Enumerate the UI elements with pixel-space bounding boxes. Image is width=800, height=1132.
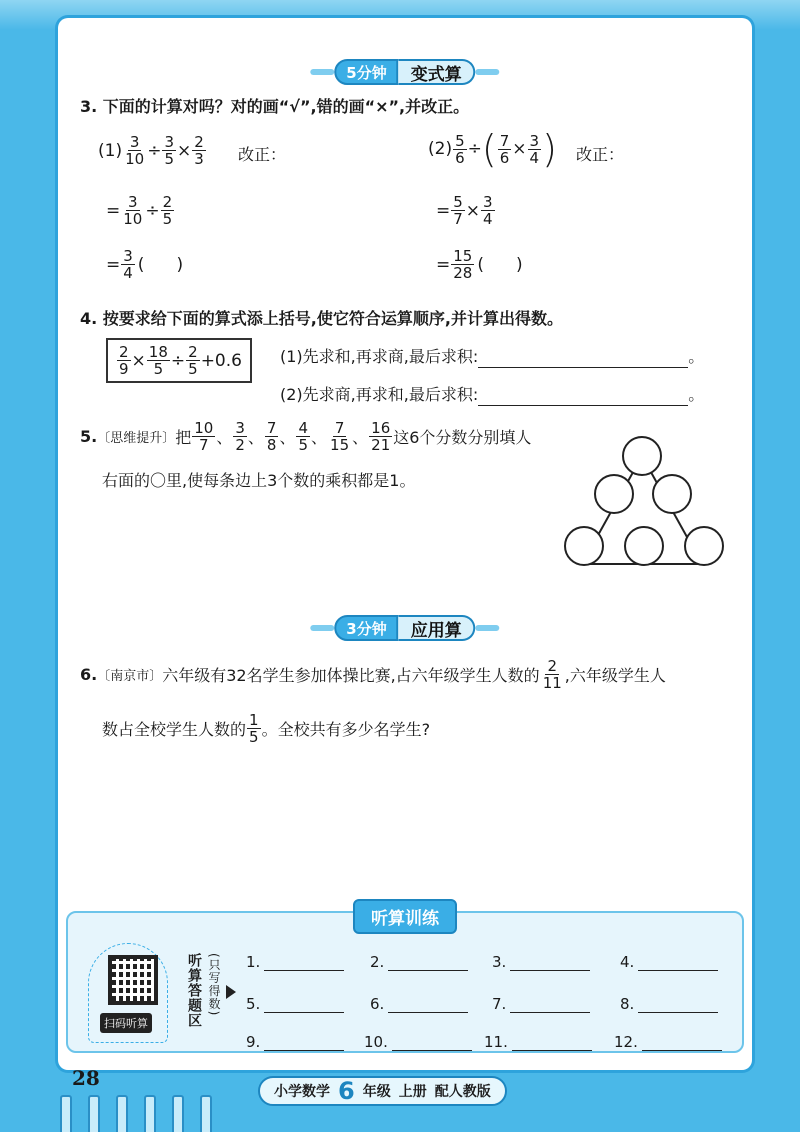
answer-item[interactable]: 1.	[246, 953, 344, 971]
fraction: $\frac{2}{3}$	[194, 133, 204, 168]
answer-item[interactable]: 4.	[620, 953, 718, 971]
binder-ring	[60, 1095, 72, 1132]
q4-requirement-1: (1)先求和,再求商,最后求积: 。	[280, 347, 705, 366]
answer-item[interactable]: 7.	[492, 995, 590, 1013]
fraction: $\frac{3}{5}$	[164, 133, 174, 168]
answer-item[interactable]: 10.	[364, 1033, 472, 1051]
q3-part2-step1: = $\frac{5}{7}$ × $\frac{3}{4}$	[436, 193, 493, 228]
fraction: $\frac{3}{4}$	[123, 247, 133, 282]
listening-title: 听算训练	[353, 899, 457, 934]
answer-item[interactable]: 12.	[614, 1033, 722, 1051]
answer-item[interactable]: 2.	[370, 953, 468, 971]
q3-p1-fix-label: 改正：	[238, 145, 287, 164]
q3-part1-expr: (1) $\frac{3}{10}$ ÷ $\frac{3}{5}$ × $\frac{2}{3}$	[98, 133, 204, 168]
q6-line2: 数占全校学生人数的 $\frac{1}{5}$ 。全校共有多少名学生?	[102, 711, 431, 746]
fraction: $\frac{3}{10}$	[125, 133, 145, 168]
badge-rail	[310, 69, 334, 75]
worksheet-page	[58, 18, 752, 1070]
badge-rail	[310, 625, 334, 631]
q5-line2: 右面的〇里,使每条边上3个数的乘积都是1。	[102, 471, 416, 490]
badge-time: 3分钟	[334, 615, 398, 641]
answer-item[interactable]: 11.	[484, 1033, 592, 1051]
fraction: $\frac{15}{28}$	[453, 247, 473, 282]
section-badge-variant	[310, 58, 499, 86]
binder-ring	[88, 1095, 100, 1132]
footer-grade: 6	[338, 1077, 355, 1105]
q6-line1: 6. 〔南京市〕 六年级有32名学生参加体操比赛,占六年级学生人数的 $\frac{2}{11}$ ,六年级学生人	[80, 657, 666, 692]
binder-ring	[200, 1095, 212, 1132]
binder-ring	[144, 1095, 156, 1132]
fraction: $\frac{2}{11}$	[542, 657, 562, 692]
answer-blank[interactable]	[478, 367, 688, 368]
answer-item[interactable]: 6.	[370, 995, 468, 1013]
footer-volume: 上册	[398, 1084, 427, 1100]
badge-time: 5分钟	[334, 59, 398, 85]
fraction: $\frac{18}{5}$	[148, 343, 168, 378]
fraction: $\frac{5}{6}$	[455, 131, 465, 167]
binder-ring	[116, 1095, 128, 1132]
answer-item[interactable]: 8.	[620, 995, 718, 1013]
fraction: $\frac{3}{4}$	[483, 193, 493, 228]
blank-circle-top[interactable]	[622, 436, 662, 476]
scan-label: 扫码听算	[100, 1013, 152, 1033]
section-badge-application	[310, 614, 499, 642]
fraction: $\frac{7}{6}$	[499, 131, 510, 167]
blank-circle-left-mid[interactable]	[594, 474, 634, 514]
q3-part1-step2: = $\frac{3}{4}$ ( )	[106, 247, 184, 282]
answer-area-label: 听算答题区	[186, 953, 202, 1028]
fraction: $\frac{16}{21}$	[371, 419, 391, 454]
q3-p2-fix-label: 改正：	[576, 145, 625, 164]
badge-title: 应用算	[399, 615, 476, 641]
answer-item[interactable]: 5.	[246, 995, 344, 1013]
fraction: $\frac{7}{15}$	[330, 419, 350, 454]
q3-part1-step1: = $\frac{3}{10}$ ÷ $\frac{2}{5}$	[106, 193, 173, 228]
answer-item[interactable]: 3.	[492, 953, 590, 971]
binder-ring	[172, 1095, 184, 1132]
fraction: $\frac{1}{5}$	[249, 711, 259, 746]
footer-edition: 配人教版	[434, 1084, 491, 1100]
listening-training-box	[66, 911, 744, 1053]
book-footer	[258, 1076, 507, 1106]
fraction: $\frac{3}{10}$	[123, 193, 143, 228]
fraction: $\frac{2}{9}$	[119, 343, 129, 378]
fraction: $\frac{7}{8}$	[266, 419, 277, 454]
blank-circle-right-mid[interactable]	[652, 474, 692, 514]
blank-circle-bottom-right[interactable]	[684, 526, 724, 566]
badge-rail	[476, 625, 500, 631]
qr-code-icon[interactable]	[108, 955, 158, 1005]
fraction: $\frac{3}{2}$	[235, 419, 245, 454]
q3-part2-expr: (2) $\frac{5}{6}$ ÷ ( $\frac{7}{6}$ × $\frac{3}{4}$ )	[428, 127, 557, 171]
answer-item[interactable]: 9.	[246, 1033, 344, 1051]
blank-circle-bottom-mid[interactable]	[624, 526, 664, 566]
footer-subject: 小学数学	[274, 1084, 330, 1100]
badge-rail	[476, 69, 500, 75]
answer-blank[interactable]	[478, 405, 688, 406]
q5-line1: 5. 〔思维提升〕 把 $\frac{10}{7}$ 、 $\frac{3}{2}$ 、 $\frac{7}{8}$ 、 $\frac{4}{5}$ 、 $\frac{7}{15}$ 、 $\frac{16}{21}$ 这6个分数分别填人	[80, 419, 532, 454]
q3-p1-label: (1)	[98, 140, 123, 161]
fraction: $\frac{4}{5}$	[298, 419, 309, 454]
q4-expression-box: $\frac{2}{9}$ × $\frac{18}{5}$ ÷ $\frac{2}{5}$ +0.6	[106, 338, 252, 383]
q3-part2-step2: = $\frac{15}{28}$ ( )	[436, 247, 523, 282]
badge-title: 变式算	[399, 59, 476, 85]
page-number: 28	[72, 1066, 100, 1090]
fraction: $\frac{2}{5}$	[188, 343, 198, 378]
arrow-right-icon	[226, 985, 236, 999]
fraction: $\frac{5}{7}$	[453, 193, 463, 228]
q3-stem: 3. 下面的计算对吗？对的画“√”,错的画“×”,并改正。	[80, 97, 470, 116]
fraction: $\frac{3}{4}$	[529, 131, 540, 167]
footer-grade-suffix: 年级	[362, 1084, 391, 1100]
answer-area-note: (只写得数)	[207, 953, 221, 1017]
fraction: $\frac{2}{5}$	[162, 193, 173, 228]
fraction: $\frac{10}{7}$	[194, 419, 214, 454]
q4-requirement-2: (2)先求商,再求和,最后求积: 。	[280, 385, 705, 404]
blank-circle-bottom-left[interactable]	[564, 526, 604, 566]
q4-stem: 4. 按要求给下面的算式添上括号,使它符合运算顺序,并计算出得数。	[80, 309, 563, 328]
